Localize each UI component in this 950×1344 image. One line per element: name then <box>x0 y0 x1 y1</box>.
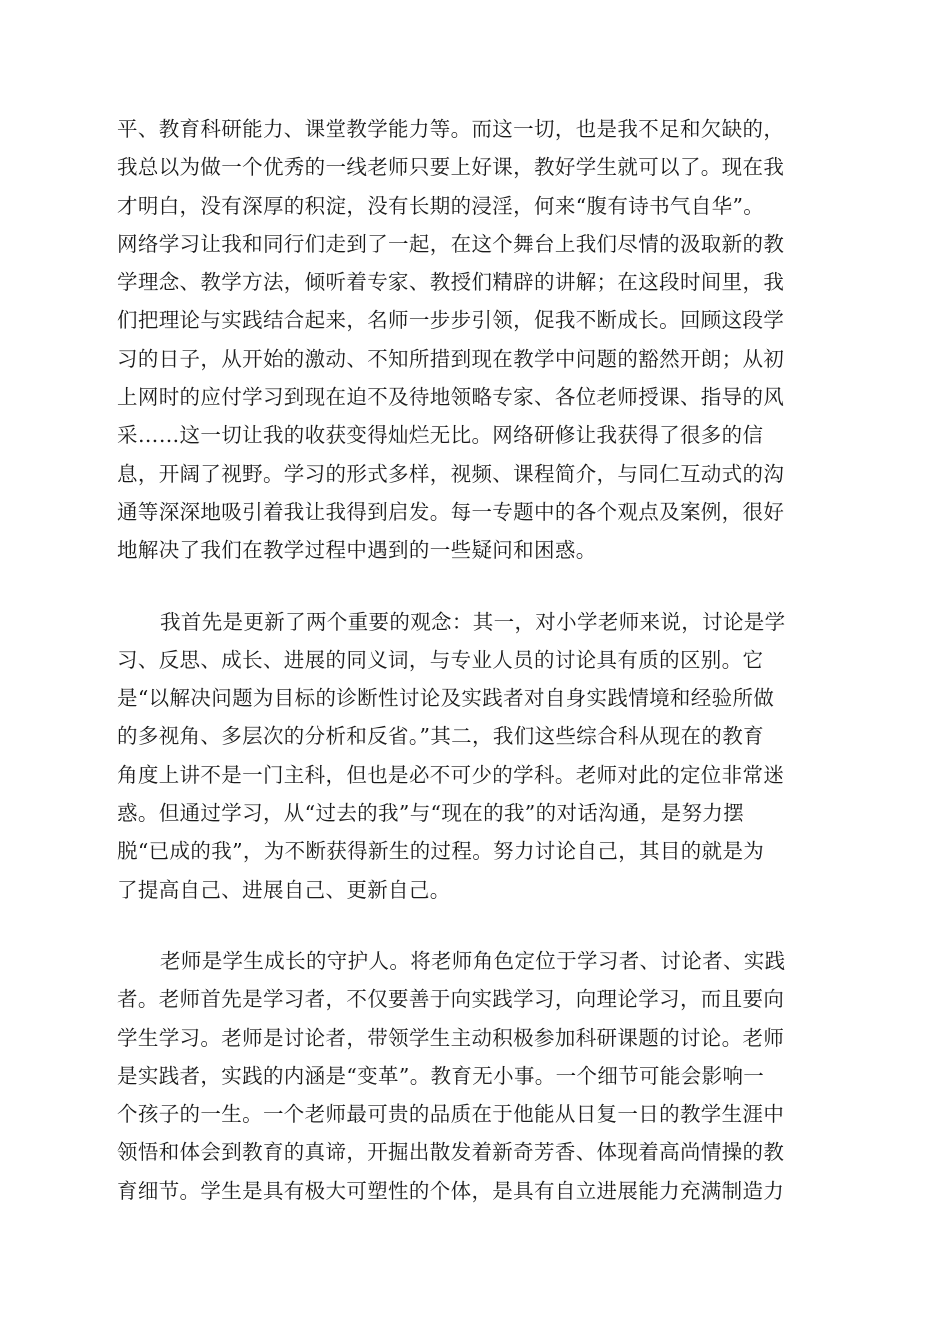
paragraph-line: 角度上讲不是一门主科，但也是必不可少的学科。老师对此的定位非常迷 <box>117 762 785 787</box>
paragraph-line: 上网时的应付学习到现在迫不及待地领略专家、各位老师授课、指导的风 <box>117 385 785 410</box>
paragraph-line: 是“以解决问题为目标的诊断性讨论及实践者对自身实践情境和经验所做 <box>117 686 775 711</box>
paragraph-line: 习、反思、成长、进展的同义词，与专业人员的讨论具有质的区别。它 <box>117 647 764 672</box>
paragraph-spacer <box>117 570 833 603</box>
paragraph-line: 习的日子，从开始的激动、不知所措到现在教学中问题的豁然开朗；从初 <box>117 346 785 371</box>
paragraph-line: 平、教育科研能力、课堂教学能力等。而这一切，也是我不足和欠缺的， <box>117 117 785 141</box>
paragraph-line: 领悟和体会到教育的真谛，开掘出散发着新奇芳香、体现着高尚情操的教 <box>117 1140 785 1165</box>
paragraph-line: 通等深深地吸引着我让我得到启发。每一专题中的各个观点及案例，很好 <box>117 499 785 524</box>
paragraph-spacer <box>117 909 833 942</box>
paragraph-line: 者。老师首先是学习者，不仅要善于向实践学习，向理论学习，而且要向 <box>117 987 785 1012</box>
paragraph-1 <box>117 110 833 570</box>
paragraph-3 <box>117 942 833 1210</box>
paragraph-line: 采……这一切让我的收获变得灿烂无比。网络研修让我获得了很多的信 <box>117 423 764 448</box>
paragraph-line: 息，开阔了视野。学习的形式多样，视频、课程简介，与同仁互动式的沟 <box>117 461 785 486</box>
document-body <box>117 110 833 1210</box>
paragraph-line: 个孩子的一生。一个老师最可贵的品质在于他能从日复一日的教学生涯中 <box>117 1102 785 1127</box>
paragraph-line: 老师是学生成长的守护人。将老师角色定位于学习者、讨论者、实践 <box>160 948 786 973</box>
paragraph-line: 育细节。学生是具有极大可塑性的个体，是具有自立进展能力充满制造力 <box>117 1178 785 1203</box>
paragraph-2 <box>117 603 833 909</box>
paragraph-line: 学理念、教学方法，倾听着专家、教授们精辟的讲解；在这段时间里，我 <box>117 270 785 295</box>
paragraph-line: 的多视角、多层次的分析和反省。”其二，我们这些综合科从现在的教育 <box>117 724 764 749</box>
paragraph-line: 是实践者，实践的内涵是“变革”。教育无小事。一个细节可能会影响一 <box>117 1063 765 1088</box>
paragraph-line: 地解决了我们在教学过程中遇到的一些疑问和困惑。 <box>117 538 597 563</box>
paragraph-line: 们把理论与实践结合起来，名师一步步引领，促我不断成长。回顾这段学 <box>117 308 785 333</box>
paragraph-line: 我首先是更新了两个重要的观念：其一，对小学老师来说，讨论是学 <box>160 609 786 634</box>
paragraph-line: 惑。但通过学习，从“过去的我”与“现在的我”的对话沟通，是努力摆 <box>117 801 745 826</box>
paragraph-line: 了提高自己、进展自己、更新自己。 <box>117 877 451 902</box>
paragraph-line: 我总以为做一个优秀的一线老师只要上好课，教好学生就可以了。现在我 <box>117 155 785 180</box>
paragraph-line: 网络学习让我和同行们走到了一起，在这个舞台上我们尽情的汲取新的教 <box>117 231 785 256</box>
paragraph-line: 脱“已成的我”，为不断获得新生的过程。努力讨论自己，其目的就是为 <box>117 839 765 864</box>
paragraph-line: 学生学习。老师是讨论者，带领学生主动积极参加科研课题的讨论。老师 <box>117 1025 785 1050</box>
paragraph-line: 才明白，没有深厚的积淀，没有长期的浸淫，何来“腹有诗书气自华”。 <box>117 193 765 218</box>
